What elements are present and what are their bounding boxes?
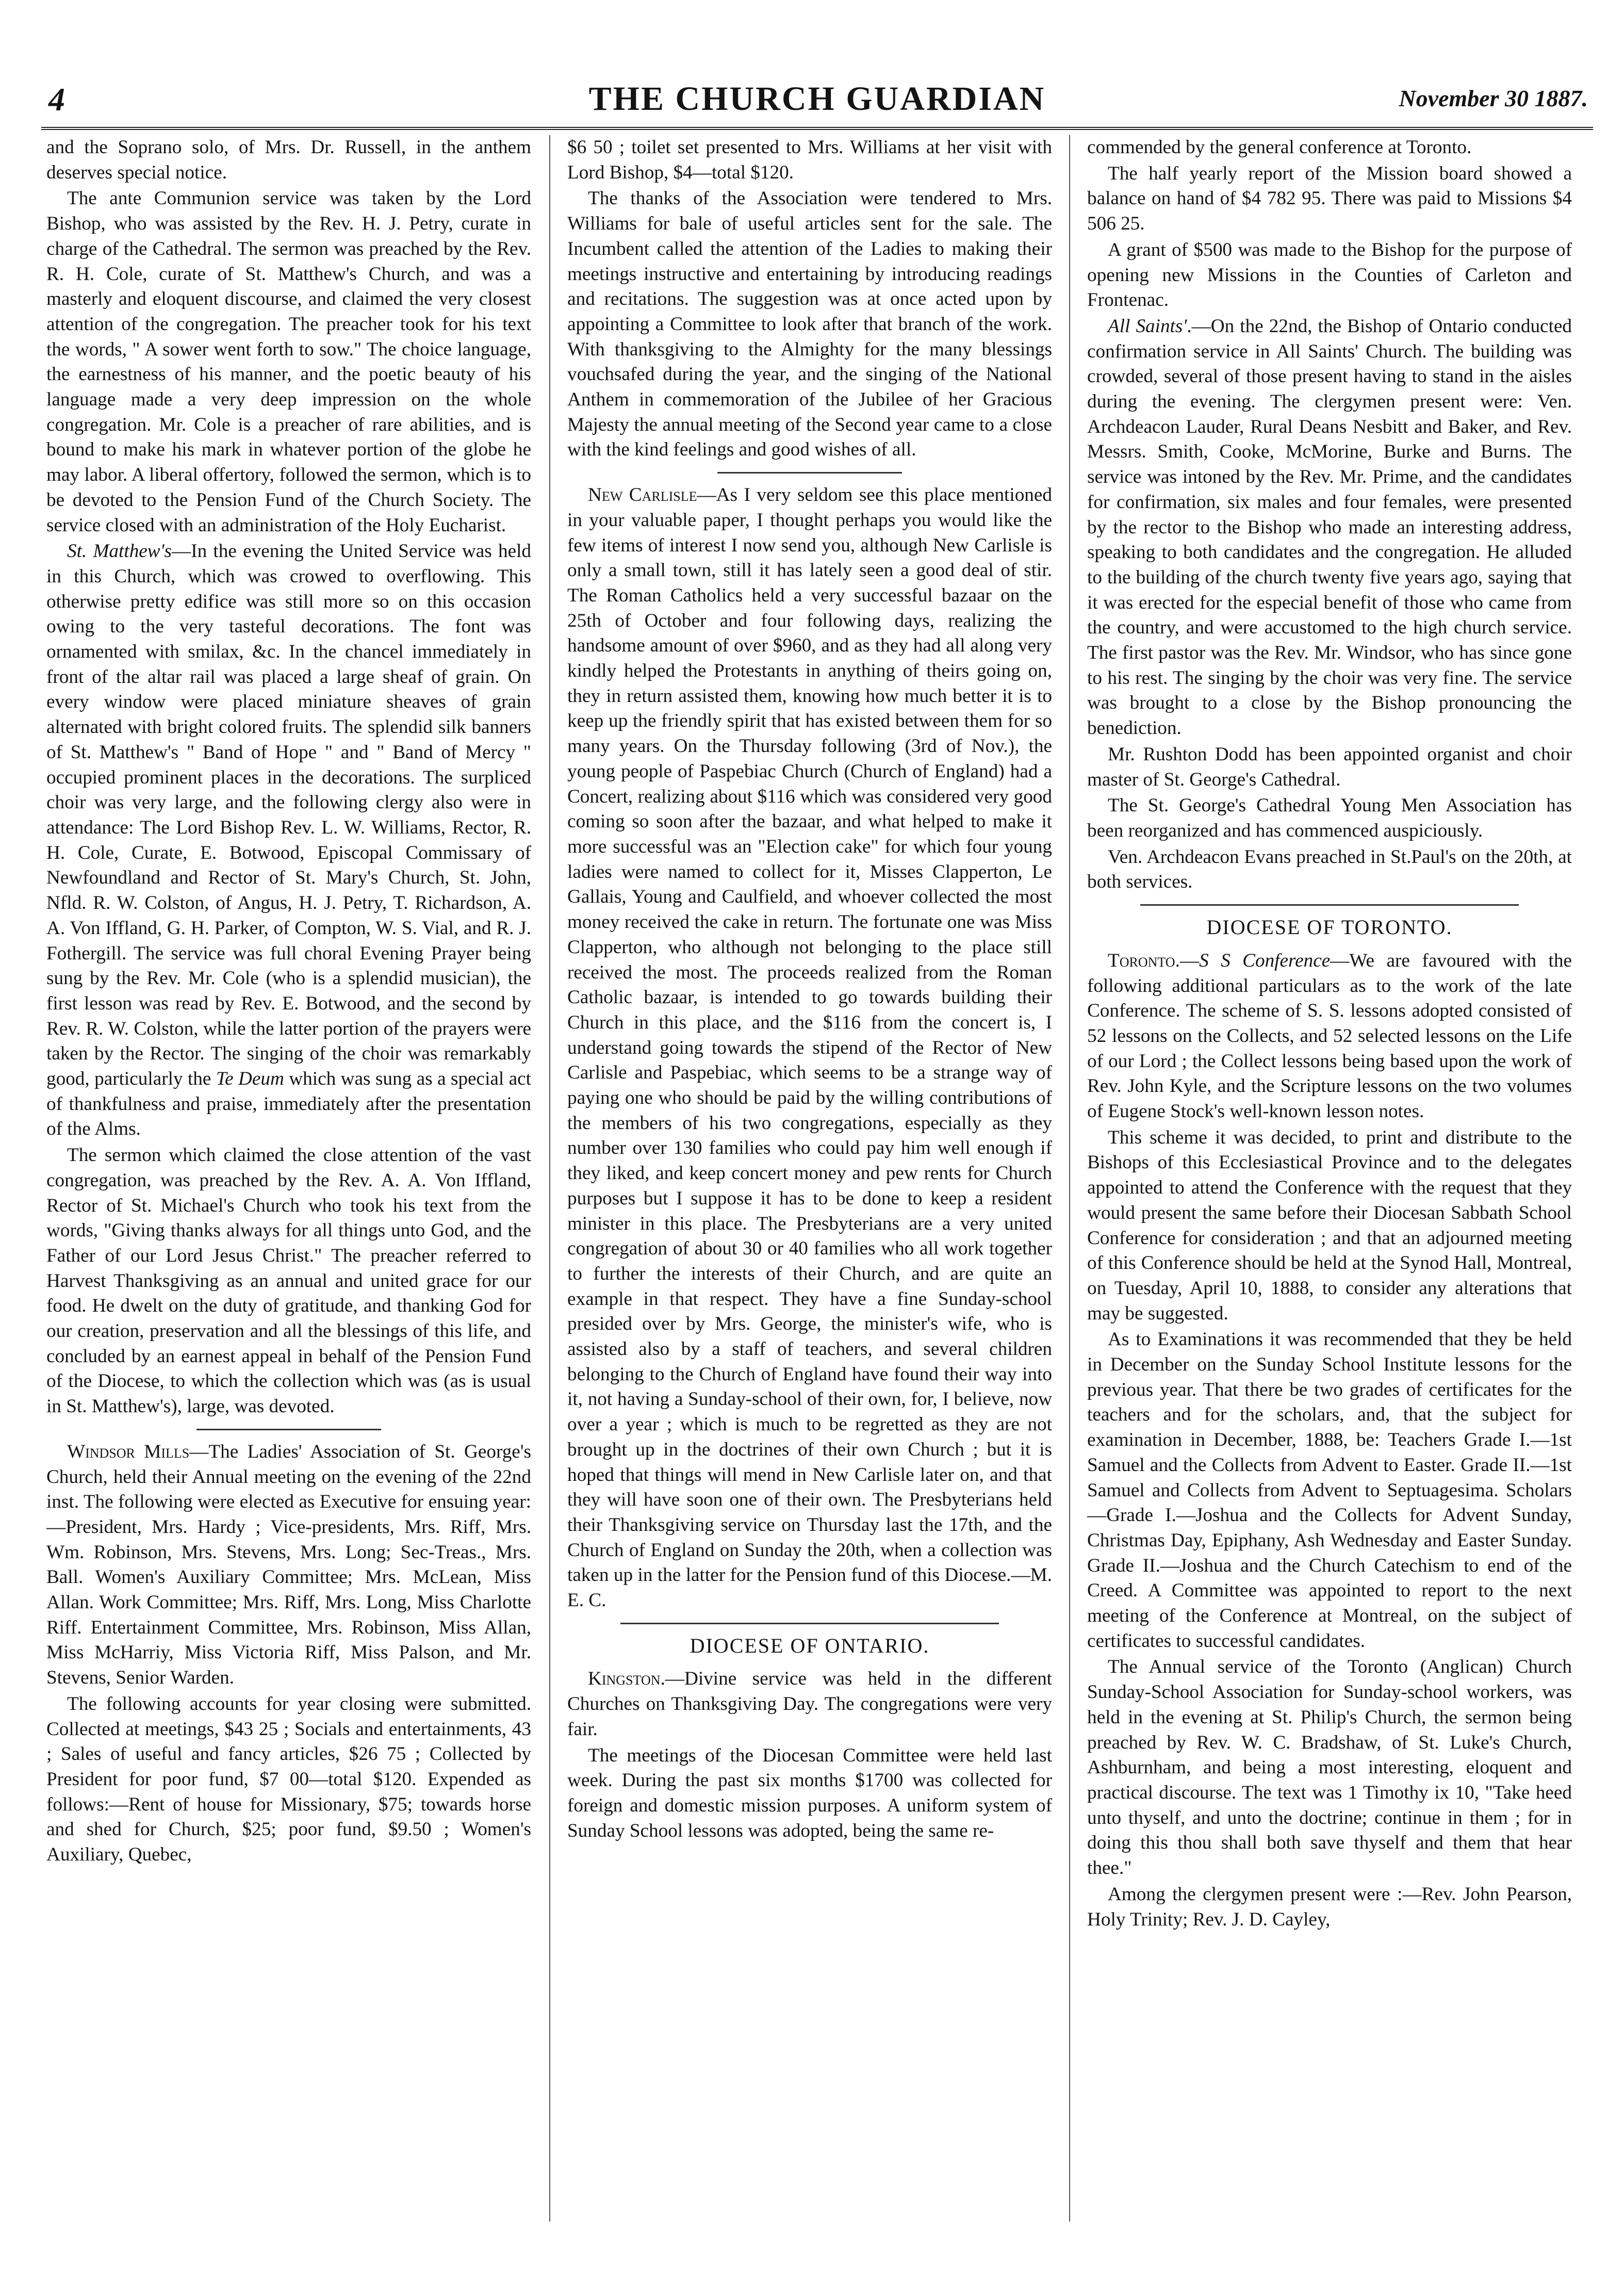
paragraph: Ven. Archdeacon Evans preached in St.Paul's on the 20th, at both services. bbox=[1087, 846, 1572, 893]
paragraph: Mr. Rushton Dodd has been appointed organist and choir master of St. George's Cathedral. bbox=[1087, 743, 1572, 790]
paragraph: Toronto.—S S Conference—We are favoured with the following additional particulars as to the work of the late Conference. The scheme of S. S. lessons adopted consisted of 52 lessons on the Collects, and 52 selected lessons on the Life of our Lord ; the Collect lessons being based upon the work of Rev. John Kyle, and the Scripture lessons on the two volumes of Eugene Stock's well-known lesson notes. bbox=[1087, 950, 1572, 1122]
section-divider bbox=[196, 1429, 381, 1430]
paragraph-text: —As I very seldom see this place mentioned in your valuable paper, I thought perhaps you would like the few items of interest I now send you, although New Carlisle is only a small town, still it has lately seen a good deal of stir. The Roman Catholics held a very successful bazaar on the 25th of October and four following days, realizing the handsome amount of over $960, and as they had all along very kindly helped the Protestants in anything of theirs going on, they in return assisted them, knowing how much better it is to keep up the friendly spirit that has existed between them for so many years. On the Thursday following (3rd of Nov.), the young people of Paspebiac Church (Church of England) had a Concert, realizing about $116 which was considered very good coming so soon after the bazaar, and what helped to make it more successful was an "Election cake" for which four young ladies were named to collect for it, Misses Clapperton, Le Gallais, Young and Caulfield, and whoever collected the most money received the cake in return. The fortunate one was Miss Clapperton, who although not belonging to the place still received the most. The proceeds realized from the Roman Catholic bazaar, is intended to go towards building their Church in this place, and the $116 from the concert is, I understand going towards the stipend of the Rector of New Carlisle and Paspebiac, which seems to be a strange way of paying one who should be paid by the willing contributions of the members of his two congregations, especially as they number over 130 families who could pay him well enough if they liked, and keep concert money and pew rents for Church purposes but I suppose it has to be done to keep a resident minister in this place. The Presbyterians are a very united congregation of about 30 or 40 families who all work together to further the interests of their Church, and are quite an example in that respect. They have a fine Sunday-school presided over by Mrs. George, the minister's wife, who is assisted also by a staff of teachers, and several children belonging to the Church of England have found their way into it, not having a Sunday-school of their own, for, I believe, now over a year ; which is much to be regretted as they are not brought up in the doctrines of their own Church ; but it is hoped that things will mend in New Carlisle later on, and that they will have soon one of their own. The Presbyterians held their Thanksgiving service on Thursday last the 17th, and the Church of England on Sunday the 20th, when a collection was taken up in the latter for the Pension fund of this Diocese.—M. E. C. bbox=[567, 484, 1052, 1611]
paragraph bbox=[1087, 314, 1572, 741]
paragraph-text: —We are favoured with the following additional particulars as to the work of the late Conference. The scheme of S. S. lessons adopted consisted of 52 lessons on the Collects, and 52 selected lessons on the Life of our Lord ; the Collect lessons being based upon the work of Rev. John Kyle, and the Scripture lessons on the two volumes of Eugene Stock's well-known lesson notes. bbox=[1087, 950, 1572, 1122]
column-3 bbox=[1087, 135, 1572, 2222]
column-divider bbox=[549, 135, 550, 2222]
section-lead: Windsor Mills bbox=[67, 1441, 190, 1462]
section-lead: St. Matthew's bbox=[67, 541, 172, 562]
section-divider bbox=[620, 1623, 998, 1624]
masthead bbox=[41, 77, 1593, 130]
paragraph: The thanks of the Association were tendered to Mrs. Williams for bale of useful articles sent for the sale. The Incumbent called the attention of the Ladies to making their meetings instructive and entertaining by introducing readings and recitations. The suggestion was at once acted upon by appointing a Committee to look after that branch of the work. With thanksgiving to the Almighty for the many blessings vouchsafed during the year, and the singing of the National Anthem in commemoration of the Jubilee of her Gracious Majesty the annual meeting of the Second year came to a close with the kind feelings and good wishes of all. bbox=[567, 188, 1052, 461]
paragraph bbox=[567, 483, 1052, 1613]
paragraph-text: which was sung as a special act of thankfulness and praise, immediately after the presentation of the Alms. bbox=[46, 1068, 531, 1140]
section-subhead: S S Conference bbox=[1199, 950, 1331, 971]
paragraph: The Annual service of the Toronto (Anglican) Church Sunday-School Association for Sunday-school workers, was held in the evening at St. Philip's Church, the sermon being preached by Rev. W. C. Bradshaw, of St. Luke's Church, Ashburnham, and being a most interesting, eloquent and practical discourse. The text was 1 Timothy ix 10, "Take heed unto thyself, and unto the doctrine; continue in them ; for in doing this thou shall both save thyself and them that hear thee." bbox=[1087, 1656, 1572, 1879]
paragraph-text: —In the evening the United Service was held in this Church, which was crowed to overflowing. This otherwise pretty edifice was still more so on this occasion owing to the very tasteful decorations. The font was ornamented with smilax, &c. In the chancel immediately in front of the altar rail was placed a large sheaf of grain. On every window were placed miniature sheaves of grain alternated with bright colored fruits. The splendid silk banners of St. Matthew's " Band of Hope " and " Band of Mercy " occupied prominent places in the decorations. The surpliced choir was very large, and the following clergy also were in attendance: The Lord Bishop Rev. L. W. Williams, Rector, R. H. Cole, Curate, E. Botwood, Episcopal Commissary of Newfoundland and Rector of St. Mary's Church, St. John, Nfld. R. W. Colston, of Angus, H. J. Petry, T. Richardson, A. A. Von Iffland, G. H. Parker, of Compton, W. S. Vial, and R. J. Fothergill. The service was full choral Evening Prayer being sung by the Rev. Mr. Cole (who is a splendid musician), the first lesson was read by Rev. E. Botwood, and the second by Rev. R. W. Colston, while the latter portion of the prayers were taken by the Rector. The singing of the choir was remarkably good, particularly the bbox=[46, 541, 531, 1090]
paragraph: As to Examinations it was recommended that they be held in December on the Sunday School Institute lessons for the previous year. That there be two grades of certificates for the teachers and for the scholars, and, that the subject for examination in December, 1888, be: Teachers Grade I.—1st Samuel and the Collects from Advent to Easter. Grade II.—1st Samuel and Collects from Advent to Septuagesima. Scholars—Grade I.—Joshua and the Collects for Advent Sunday, Christmas Day, Epiphany, Ash Wednesday and Easter Sunday. Grade II.—Joshua and the Church Catechism to end of the Creed. A Committee was appointed to report to the next meeting of the Conference at Montreal, on the subject of certificates to successful candidates. bbox=[1087, 1329, 1572, 1652]
paragraph: This scheme it was decided, to print and distribute to the Bishops of this Ecclesiastical Province and to the delegates appointed to attend the Conference with the request that they would present the same before their Diocesan Sabbath School Conference for consideration ; and that an adjourned meeting of this Conference should be held at the Synod Hall, Montreal, on Tuesday, April 10, 1888, to consider any alterations that may be suggested. bbox=[1087, 1127, 1572, 1324]
paragraph: $6 50 ; toilet set presented to Mrs. Williams at her visit with Lord Bishop, $4—total $120. bbox=[567, 137, 1052, 183]
issue-date: November 30 1887. bbox=[1399, 85, 1588, 111]
paragraph-text: .—On the 22nd, the Bishop of Ontario conducted confirmation service in All Saints' Church. The building was crowded, several of those present having to stand in the aisles during the evening. The clergymen present were: Ven. Archdeacon Lauder, Rural Deans Nesbitt and Baker, and Rev. Messrs. Smith, Cooke, McMorine, Burke and Burns. The service was intoned by the Rev. Mr. Prime, and the candidates for confirmation, six males and four females, were presented by the rector to the Bishop who made an interesting address, speaking to both candidates and the congregation. He alluded to the building of the church twenty five years ago, saying that it was erected for the especial benefit of those who came from the country, and were accustomed to the high church service. The first pastor was the Rev. Mr. Windsor, who has since gone to his rest. The singing by the choir was very fine. The service was brought to a close by the Bishop pronouncing the benediction. bbox=[1087, 315, 1572, 739]
paragraph: The St. George's Cathedral Young Men Association has been reorganized and has commenced auspiciously. bbox=[1087, 795, 1572, 841]
section-heading: DIOCESE OF TORONTO. bbox=[1206, 916, 1453, 939]
paragraph bbox=[46, 539, 531, 1142]
section-lead: All Saints' bbox=[1108, 315, 1187, 337]
paragraph: commended by the general conference at Toronto. bbox=[1087, 137, 1472, 158]
paragraph: The ante Communion service was taken by the Lord Bishop, who was assisted by the Rev. H. J. Petry, curate in charge of the Cathedral. The sermon was preached by the Rev. R. H. Cole, curate of St. Matthew's Church, and was a masterly and eloquent discourse, and claimed the very closest attention of the congregation. The preacher took for his text the words, " A sower went forth to sow." The choice language, the earnestness of his manner, and the poetic beauty of his language made a very deep impression on the whole congregation. Mr. Cole is a preacher of rare abilities, and is bound to make his mark in whatever portion of the globe he may labor. A liberal offertory, followed the sermon, which is to be devoted to the Pension Fund of the Church Society. The service closed with an administration of the Holy Eucharist. bbox=[46, 188, 531, 536]
paragraph: The sermon which claimed the close attention of the vast congregation, was preached by the Rev. A. A. Von Iffland, Rector of St. Michael's Church who took his text from the words, "Giving thanks always for all things unto God, and the Father of our Lord Jesus Christ." The preacher referred to Harvest Thanksgiving as an annual and united grace for our food. He dwelt on the duty of gratitude, and thanking God for our creation, preservation and all the blessings of this life, and concluded by an earnest appeal in behalf of the Pension Fund of the Diocese, to which the collection which was (as is usual in St. Matthew's), large, was devoted. bbox=[46, 1145, 531, 1417]
section-divider bbox=[717, 472, 901, 474]
paragraph: The following accounts for year closing were submitted. Collected at meetings, $43 25 ; Socials and entertainments, 43 ; Sales of useful and fancy articles, $26 75 ; Collected by President for poor fund, $7 00—total $120. Expended as follows:—Rent of house for Missionary, $75; towards horse and shed for Church, $25; poor fund, $9.50 ; Women's Auxiliary, Quebec, bbox=[46, 1693, 531, 1866]
paragraph bbox=[567, 1667, 1052, 1742]
column-divider bbox=[1069, 135, 1070, 2222]
paragraph bbox=[46, 1440, 531, 1691]
page-number: 4 bbox=[48, 81, 65, 118]
paragraph: Among the clergymen present were :—Rev. John Pearson, Holy Trinity; Rev. J. D. Cayley, bbox=[1087, 1883, 1572, 1930]
column-2 bbox=[567, 135, 1052, 2222]
emphasis: Te Deum bbox=[216, 1068, 284, 1090]
section-lead: Kingston bbox=[588, 1668, 661, 1690]
section-lead: New Carlisle bbox=[588, 484, 697, 506]
paragraph: and the Soprano solo, of Mrs. Dr. Russell, in the anthem deserves special notice. bbox=[46, 137, 531, 183]
section-lead: Toronto bbox=[1108, 950, 1175, 971]
newspaper-title: THE CHURCH GUARDIAN bbox=[588, 80, 1046, 118]
paragraph-text: .—Divine service was held in the different Churches on Thanksgiving Day. The congregations were very fair. bbox=[567, 1668, 1052, 1740]
paragraph: The half yearly report of the Mission board showed a balance on hand of $4 782 95. There was paid to Missions $4 506 25. bbox=[1087, 162, 1572, 235]
section-divider bbox=[1140, 904, 1518, 906]
paragraph: The meetings of the Diocesan Committee were held last week. During the past six months $1700 was collected for foreign and domestic mission purposes. A uniform system of Sunday School lessons was adopted, being the same re- bbox=[567, 1744, 1052, 1841]
section-heading: DIOCESE OF ONTARIO. bbox=[690, 1634, 930, 1657]
paragraph-text: —The Ladies' Association of St. George's Church, held their Annual meeting on the evening of the 22nd inst. The following were elected as Executive for ensuing year:—President, Mrs. Hardy ; Vice-presidents, Mrs. Riff, Mrs. Wm. Robinson, Mrs. Stevens, Mrs. Long; Sec-Treas., Mrs. Ball. Women's Auxiliary Committee; Mrs. McLean, Miss Allan. Work Committee; Mrs. Riff, Mrs. Long, Miss Charlotte Riff. Entertainment Committee, Mrs. Robinson, Miss Allan, Miss McHarriy, Miss Victoria Riff, Miss Palson, and Mr. Stevens, Senior Warden. bbox=[46, 1441, 531, 1689]
column-1 bbox=[46, 135, 531, 2222]
paragraph: A grant of $500 was made to the Bishop for the purpose of opening new Missions in the Counties of Carleton and Frontenac. bbox=[1087, 239, 1572, 311]
